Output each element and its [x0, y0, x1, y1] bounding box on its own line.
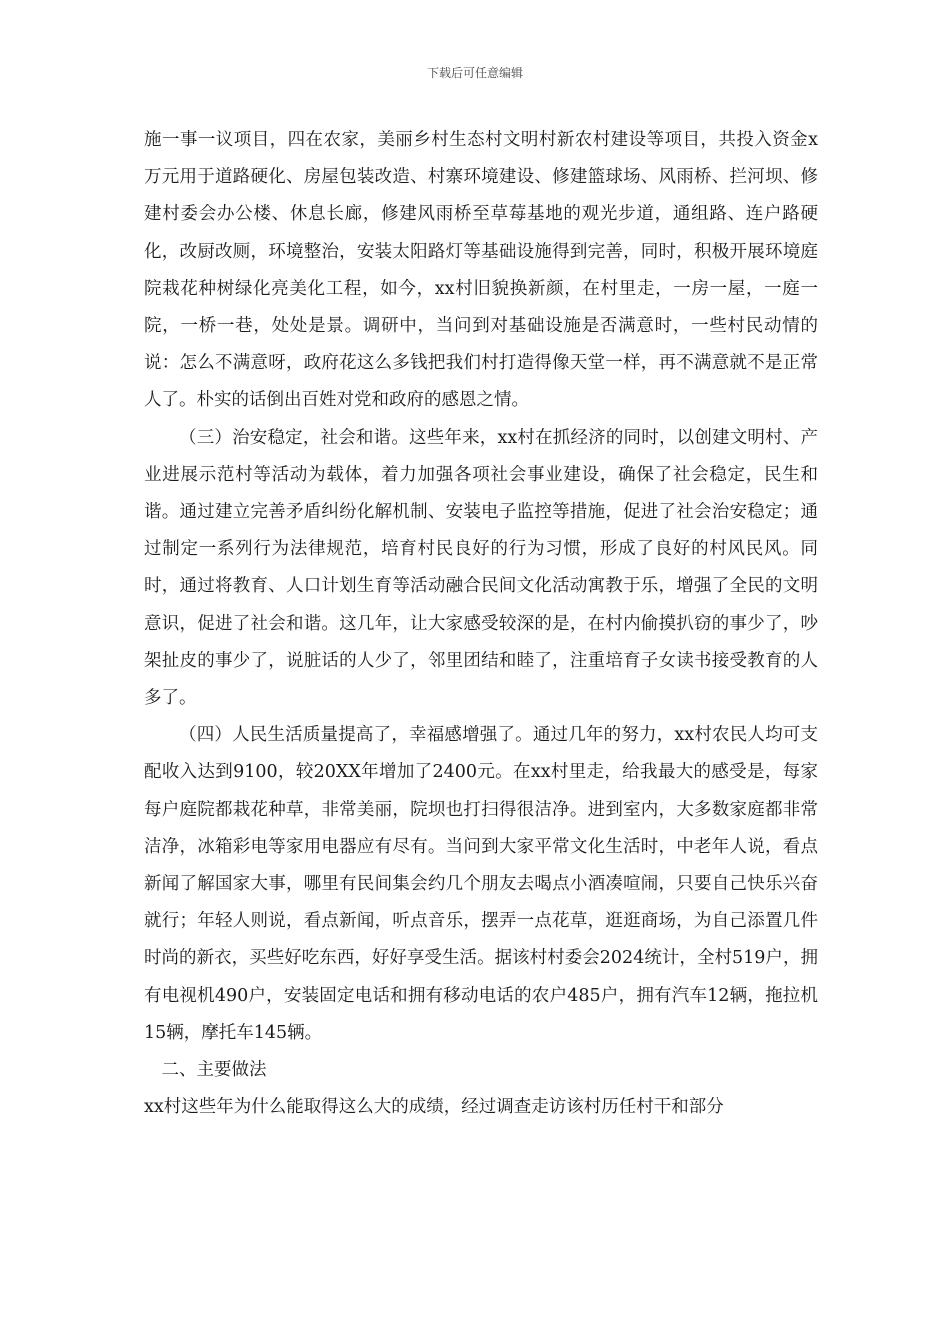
page-header-note: 下载后可任意编辑	[426, 66, 523, 80]
paragraph-public-security: （三）治安稳定，社会和谐。这些年来，xx村在抓经济的同时，以创建文明村、产业进展示范村等活动为载体，着力加强各项社会事业建设，确保了社会稳定，民生和谐。通过建立完善矛盾纠纷化解机制、安装电子监控等措施，促进了社会治安稳定；通过制定一系列行为法律规范，培育村民良好的行为习惯，形成了良好的村风民风。同时，通过将教育、人口计划生育等活动融合民间文化活动寓教于乐，增强了全民的文明意识，促进了社会和谐。这几年，让大家感受较深的是，在村内偷摸扒窃的事少了，吵架扯皮的事少了，说脏话的人少了，邻里团结和睦了，注重培育子女读书接受教育的人多了。	[144, 427, 818, 709]
paragraph-infrastructure: 施一事一议项目，四在农家，美丽乡村生态村文明村新农村建设等项目，共投入资金x万元用于道路硬化、房屋包装改造、村寨环境建设、修建篮球场、风雨桥、拦河坝、修建村委会办公楼、休息长廊，修建风雨桥至草莓基地的观光步道，通组路、连户路硬化，改厨改厕，环境整治，安装太阳路灯等基础设施得到完善，同时，积极开展环境庭院栽花种树绿化亮美化工程，如今，xx村旧貌换新颜，在村里走，一房一屋，一庭一院，一桥一巷，处处是景。调研中，当问到对基础设施是否满意时，一些村民动情的说：怎么不满意呀，政府花这么多钱把我们村打造得像天堂一样，再不满意就不是正常人了。朴实的话倒出百姓对党和政府的感恩之情。	[144, 130, 818, 411]
section-heading-main-practices: 二、主要做法	[161, 1060, 267, 1081]
paragraph-main-practices-intro: xx村这些年为什么能取得这么大的成绩，经过调查走访该村历任村干和部分	[144, 1097, 724, 1118]
paragraph-living-quality: （四）人民生活质量提高了，幸福感增强了。通过几年的努力，xx村农民人均可支配收入达到9100，较20XX年增加了2400元。在xx村里走，给我最大的感受是，每家每户庭院都栽花种草，非常美丽，院坝也打扫得很洁净。进到室内，大多数家庭都非常洁净，冰箱彩电等家用电器应有尽有。当问到大家平常文化生活时，中老年人说，看点新闻了解国家大事，哪里有民间集会约几个朋友去喝点小酒凑喧闹，只要自己快乐兴奋就行；年轻人则说，看点新闻，听点音乐，摆弄一点花草，逛逛商场，为自己添置几件时尚的新衣，买些好吃东西，好好享受生活。据该村村委会2024统计，全村519户，拥有电视机490户，安装固定电话和拥有移动电话的农户485户，拥有汽车12辆，拖拉机15辆，摩托车145辆。	[144, 725, 818, 1043]
document-body	[144, 122, 818, 1126]
